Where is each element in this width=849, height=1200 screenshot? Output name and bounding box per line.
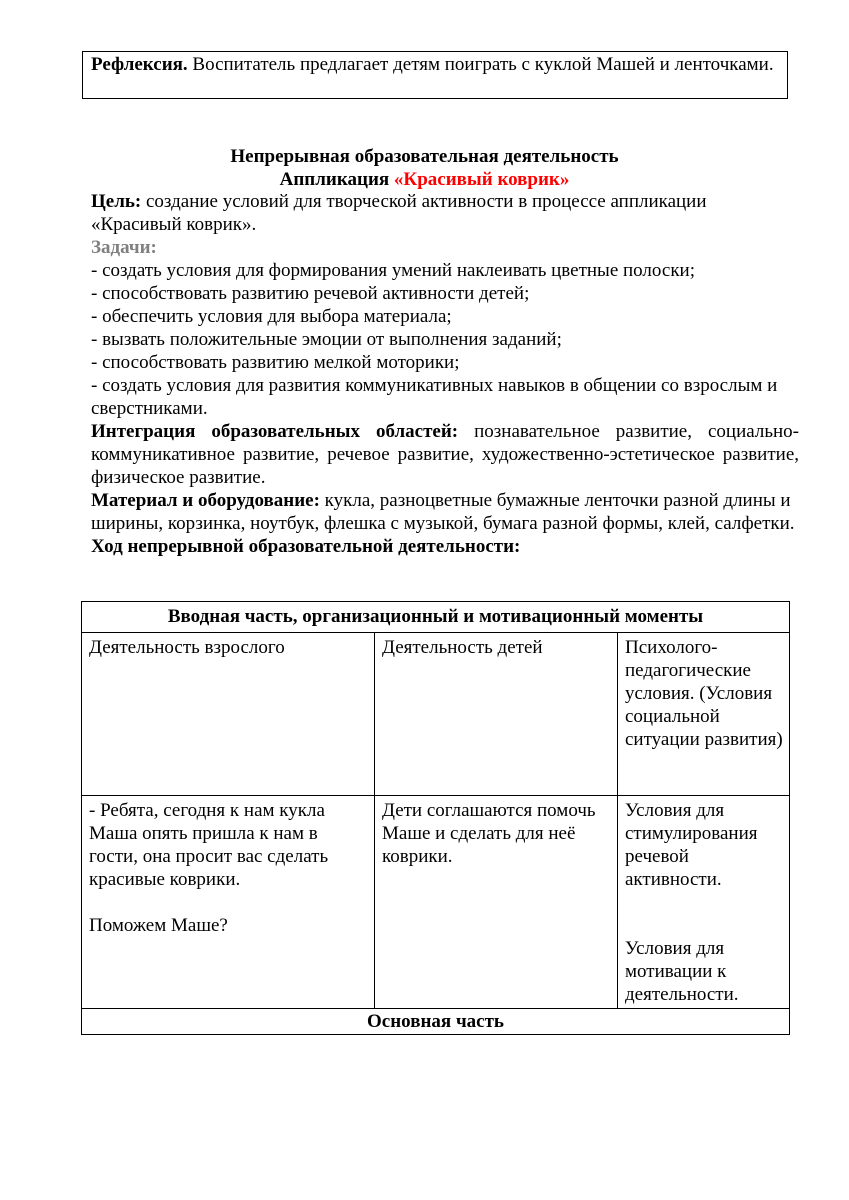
children-activity-cell: Дети соглашаются помочь Маше и сделать для неё коврики. (375, 796, 618, 1009)
materials-paragraph (91, 489, 799, 535)
conditions-motivation: Условия для мотивации к деятельности. (625, 938, 739, 1005)
goal-paragraph (91, 190, 799, 236)
main-part-title: Основная часть (82, 1009, 790, 1035)
heading-line2 (0, 168, 849, 191)
task-item: - обеспечить условия для выбора материала; (91, 306, 452, 327)
heading-line1: Непрерывная образовательная деятельность (230, 146, 619, 167)
goal-label: Цель: (91, 191, 142, 212)
heading-highlight: «Красивый коврик» (393, 169, 570, 190)
column-header-children: Деятельность детей (375, 633, 618, 796)
integration-paragraph (91, 420, 799, 489)
materials-label: Материал и оборудование: (91, 490, 320, 511)
task-item: - способствовать развитию речевой активности детей; (91, 283, 530, 304)
reflection-box (82, 51, 788, 99)
adult-activity-text: - Ребята, сегодня к нам кукла Маша опять пришла к нам в гости, она просит вас сделать красивые коврики. (89, 800, 329, 890)
reflection-text: Воспитатель предлагает детям поиграть с куклой Машей и ленточками. (187, 54, 774, 75)
task-item: - создать условия для формирования умений наклеивать цветные полоски; (91, 260, 695, 281)
lesson-body (91, 190, 799, 558)
adult-activity-cell (82, 796, 375, 1009)
conditions-speech: Условия для стимулирования речевой активности. (625, 800, 758, 890)
task-item: - вызвать положительные эмоции от выполнения заданий; (91, 329, 562, 350)
section-title: Вводная часть, организационный и мотивационный моменты (82, 602, 790, 633)
course-table (81, 601, 790, 1035)
integration-label: Интеграция образовательных областей: (91, 421, 459, 442)
tasks-label: Задачи: (91, 237, 157, 258)
adult-activity-question: Поможем Маше? (89, 915, 228, 936)
task-item: - способствовать развитию мелкой моторики; (91, 352, 460, 373)
conditions-cell (618, 796, 790, 1009)
goal-text: создание условий для творческой активности в процессе аппликации «Красивый коврик». (91, 191, 707, 235)
column-header-adult: Деятельность взрослого (82, 633, 375, 796)
task-item: - создать условия для развития коммуникативных навыков в общении со взрослым и сверстниками. (91, 375, 778, 419)
heading-prefix: Аппликация (279, 169, 394, 190)
integration-text: познавательное развитие, социально-коммуникативное развитие, речевое развитие, художественно-эстетическое развитие, физическое развитие. (91, 421, 799, 488)
course-heading: Ход непрерывной образовательной деятельности: (91, 536, 521, 557)
reflection-label: Рефлексия. (91, 54, 188, 75)
column-header-conditions: Психолого-педагогические условия. (Условия социальной ситуации развития) (618, 633, 790, 796)
materials-text: кукла, разноцветные бумажные ленточки разной длины и ширины, корзинка, ноутбук, флешка с музыкой, бумага разной формы, клей, салфетки. (91, 490, 795, 534)
